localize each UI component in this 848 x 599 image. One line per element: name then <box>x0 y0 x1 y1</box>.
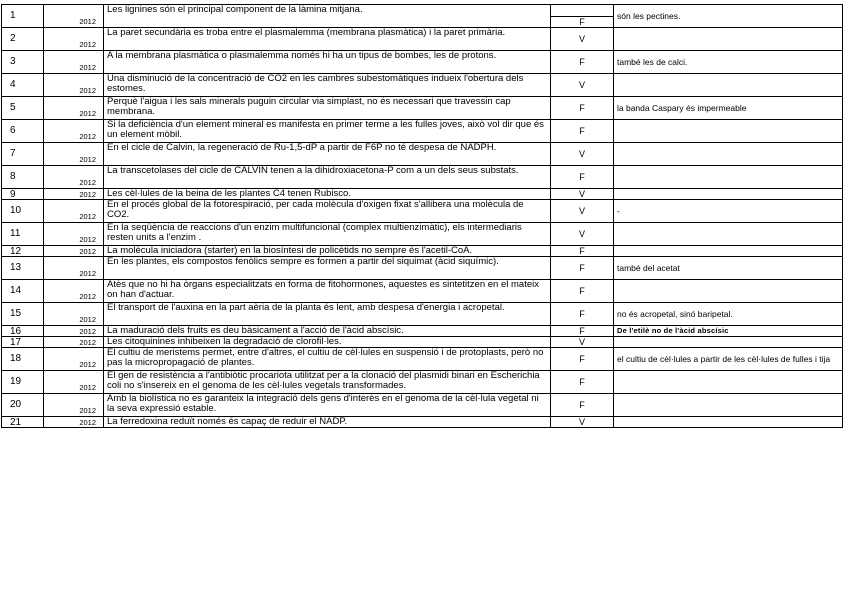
row-number: 7 <box>2 143 44 166</box>
table-row <box>2 394 843 417</box>
table-row <box>2 143 843 166</box>
row-year: 2012 <box>44 417 104 428</box>
statement-text: Perquè l'aigua i les sals minerals puguin circular via simplast, no és necessari que travessin cap membrana. <box>104 97 551 120</box>
statement-text: La molècula iniciadora (starter) en la biosíntesi de policètids no sempre és l'acetil-CoA. <box>104 246 551 257</box>
row-year: 2012 <box>44 257 104 280</box>
note-cell: són les pectines. <box>614 5 843 28</box>
note-cell: - <box>614 200 843 223</box>
statement-text: El transport de l'auxina en la part aèria de la planta és lent, amb despesa d'energia i acropetal. <box>104 303 551 326</box>
quiz-table <box>1 4 843 428</box>
note-cell: el cultiu de cèl·lules a partir de les cèl·lules de fulles i tija <box>614 348 843 371</box>
answer-cell: V <box>551 143 614 166</box>
row-year: 2012 <box>44 348 104 371</box>
statement-text: En les plantes, els compostos fenòlics sempre es formen a partir del siquimat (àcid siquímic). <box>104 257 551 280</box>
table-row <box>2 74 843 97</box>
statement-text: El gen de resistència a l'antibiòtic procariota utilitzat per a la clonació del plasmidi binari en Escherichia coli no s'insereix en el genoma de les cèl·lules vegetals transformades. <box>104 371 551 394</box>
note-cell: no és acropetal, sinó baripetal. <box>614 303 843 326</box>
row-number: 5 <box>2 97 44 120</box>
table-row <box>2 97 843 120</box>
statement-text: En el cicle de Calvin, la regeneració de Ru-1,5-dP a partir de F6P no té despesa de NADPH. <box>104 143 551 166</box>
note-cell <box>614 280 843 303</box>
row-number: 1 <box>2 5 44 28</box>
answer-cell: F <box>551 326 614 337</box>
note-cell <box>614 371 843 394</box>
table-row <box>2 303 843 326</box>
answer-cell: V <box>551 74 614 97</box>
row-number: 6 <box>2 120 44 143</box>
row-year: 2012 <box>44 223 104 246</box>
statement-text: Les cèl·lules de la beina de les plantes C4 tenen Rubisco. <box>104 189 551 200</box>
answer-cell: F <box>551 120 614 143</box>
row-year: 2012 <box>44 246 104 257</box>
note-cell <box>614 189 843 200</box>
statement-text: La transcetolases del cicle de CALVIN tenen a la dihidroxiacetona-P com a un dels seus substats. <box>104 166 551 189</box>
table-row <box>2 326 843 337</box>
table-row <box>2 5 843 28</box>
row-year: 2012 <box>44 280 104 303</box>
note-cell <box>614 417 843 428</box>
answer-cell: V <box>551 417 614 428</box>
table-row <box>2 371 843 394</box>
row-year: 2012 <box>44 371 104 394</box>
answer-cell: F <box>551 280 614 303</box>
row-year: 2012 <box>44 326 104 337</box>
table-row <box>2 51 843 74</box>
row-number: 4 <box>2 74 44 97</box>
note-cell <box>614 74 843 97</box>
answer-cell: F <box>551 166 614 189</box>
statement-text: El cultiu de meristems permet, entre d'altres, el cultiu de cèl·lules en suspensió i de protoplasts, però no pas la micropropagació de plantes. <box>104 348 551 371</box>
row-year: 2012 <box>44 74 104 97</box>
row-year: 2012 <box>44 166 104 189</box>
statement-text: A la membrana plasmàtica o plasmalemma només hi ha un tipus de bombes, les de protons. <box>104 51 551 74</box>
table-row <box>2 246 843 257</box>
statement-text: La paret secundària es troba entre el plasmalemma (membrana plasmàtica) i la paret primària. <box>104 28 551 51</box>
note-cell: també les de calci. <box>614 51 843 74</box>
note-cell <box>614 223 843 246</box>
statement-text: La ferredoxina reduït només és capaç de reduir el NADP. <box>104 417 551 428</box>
note-cell <box>614 246 843 257</box>
table-row <box>2 280 843 303</box>
row-year: 2012 <box>44 120 104 143</box>
note-cell: la banda Caspary és impermeable <box>614 97 843 120</box>
answer-cell: F <box>551 51 614 74</box>
table-row <box>2 28 843 51</box>
table-row <box>2 200 843 223</box>
row-year: 2012 <box>44 51 104 74</box>
answer-cell <box>551 5 614 28</box>
row-number: 18 <box>2 348 44 371</box>
answer-cell: F <box>551 257 614 280</box>
answer-cell: V <box>551 189 614 200</box>
row-number: 20 <box>2 394 44 417</box>
answer-cell: F <box>551 371 614 394</box>
statement-text: La maduració dels fruits es deu bàsicament a l'acció de l'àcid abscísic. <box>104 326 551 337</box>
row-number: 16 <box>2 326 44 337</box>
table-row <box>2 348 843 371</box>
statement-text: Amb la biolística no es garanteix la integració dels gens d'interès en el genoma de la cèl·lula vegetal ni la seva expressió estable. <box>104 394 551 417</box>
answer-cell: F <box>551 394 614 417</box>
row-number: 13 <box>2 257 44 280</box>
row-number: 21 <box>2 417 44 428</box>
note-cell <box>614 394 843 417</box>
table-row <box>2 223 843 246</box>
table-row <box>2 337 843 348</box>
row-number: 14 <box>2 280 44 303</box>
row-year: 2012 <box>44 303 104 326</box>
answer-cell: V <box>551 28 614 51</box>
row-number: 9 <box>2 189 44 200</box>
row-number: 3 <box>2 51 44 74</box>
row-year: 2012 <box>44 394 104 417</box>
row-year: 2012 <box>44 337 104 348</box>
row-year: 2012 <box>44 189 104 200</box>
answer-cell: F <box>551 348 614 371</box>
note-cell <box>614 120 843 143</box>
note-cell <box>614 143 843 166</box>
statement-text: Si la deficiència d'un element mineral es manifesta en primer terme a les fulles joves, això vol dir que és un element mòbil. <box>104 120 551 143</box>
note-cell <box>614 166 843 189</box>
table-row <box>2 120 843 143</box>
answer-cell: V <box>551 200 614 223</box>
row-year: 2012 <box>44 97 104 120</box>
row-number: 8 <box>2 166 44 189</box>
row-number: 19 <box>2 371 44 394</box>
answer-cell: F <box>551 97 614 120</box>
answer-cell: V <box>551 337 614 348</box>
statement-text: Les citoquinines inhibeixen la degradació de clorofil·les. <box>104 337 551 348</box>
row-number: 10 <box>2 200 44 223</box>
note-cell <box>614 28 843 51</box>
row-number: 11 <box>2 223 44 246</box>
table-row <box>2 189 843 200</box>
row-number: 17 <box>2 337 44 348</box>
statement-text: Una disminució de la concentració de CO2 en les cambres subestomàtiques indueix l'obertura dels estomes. <box>104 74 551 97</box>
statement-text: Les lignines són el principal component de la làmina mitjana. <box>104 5 551 28</box>
answer-cell: F <box>551 246 614 257</box>
statement-text: En el procés global de la fotorespiració, per cada molècula d'oxigen fixat s'allibera una molècula de CO2. <box>104 200 551 223</box>
row-year: 2012 <box>44 143 104 166</box>
table-row <box>2 166 843 189</box>
row-year: 2012 <box>44 200 104 223</box>
row-number: 15 <box>2 303 44 326</box>
table-row <box>2 417 843 428</box>
note-cell: De l'etilè no de l'àcid abscísic <box>614 326 843 337</box>
row-year: 2012 <box>44 28 104 51</box>
row-number: 12 <box>2 246 44 257</box>
row-year: 2012 <box>44 5 104 28</box>
statement-text: En la seqüència de reaccions d'un enzim multifuncional (complex multienzimàtic), els intermediaris resten units a l'enzim . <box>104 223 551 246</box>
answer-cell: V <box>551 223 614 246</box>
note-cell: també del acetat <box>614 257 843 280</box>
row-number: 2 <box>2 28 44 51</box>
statement-text: Atès que no hi ha òrgans especialitzats en forma de fitohormones, aquestes es sintetitzen en el mateix on han d'actuar. <box>104 280 551 303</box>
table-row <box>2 257 843 280</box>
note-cell <box>614 337 843 348</box>
quiz-table-body <box>2 5 843 428</box>
answer-cell: F <box>551 303 614 326</box>
answer-value: F <box>551 16 613 27</box>
